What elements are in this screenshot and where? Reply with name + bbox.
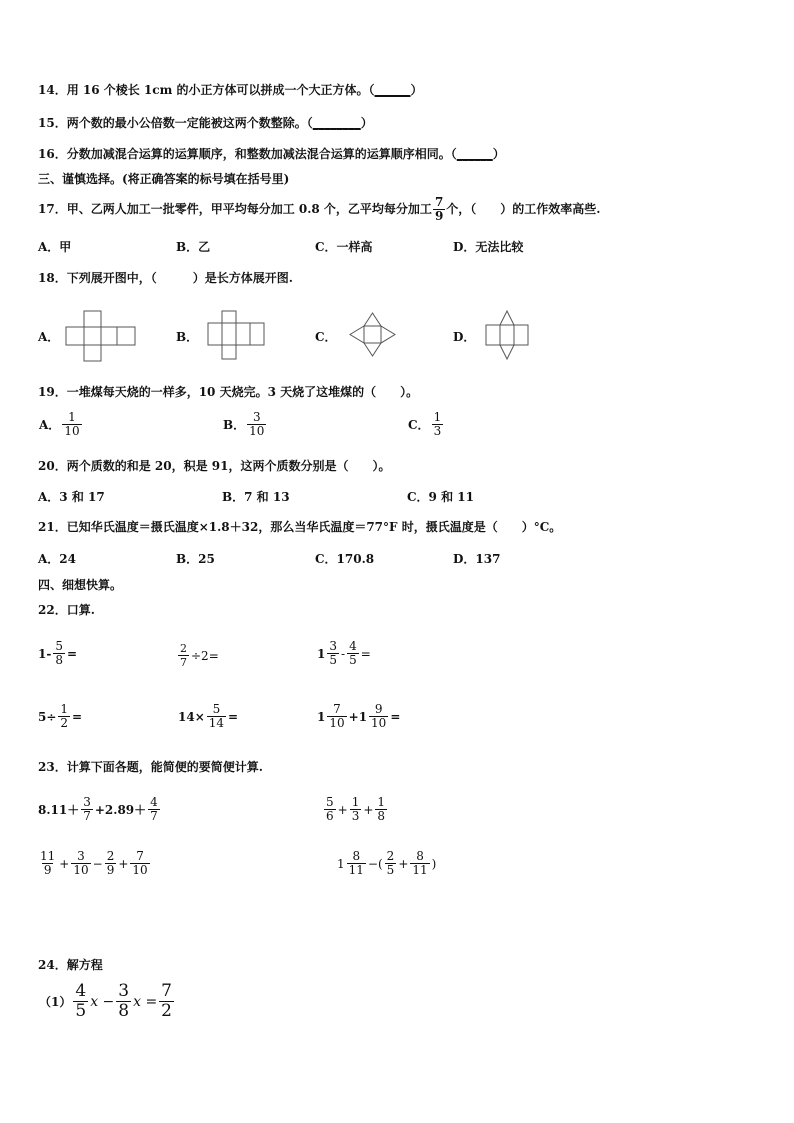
oral-calc-3: 1 $\frac{3}{5}$ - $\frac{4}{5}$ =	[317, 639, 371, 667]
option-c[interactable]: C． $\frac{1}{3}$	[408, 410, 442, 438]
oral-calc-2: $\frac{2}{7}$ ÷2=	[180, 642, 219, 669]
net-figure-a	[66, 311, 136, 361]
option-c[interactable]: C．170.8	[315, 552, 375, 566]
answer-blank[interactable]: ________	[312, 116, 361, 130]
option-b[interactable]: B．7 和 13	[222, 490, 290, 504]
question-21: 21．已知华氏温度＝摄氏温度×1.8＋32，那么当华氏温度＝77°F 时，摄氏温度是（ ）°C。	[38, 520, 562, 534]
option-b[interactable]: B．乙	[176, 240, 211, 254]
option-c[interactable]: C．一样高	[315, 240, 373, 254]
calc-expression-3: $\frac{11}{9}$ + $\frac{3}{10}$ − $\frac{2}{9}$ + $\frac{7}{10}$	[40, 849, 148, 877]
net-figure-d	[486, 311, 532, 359]
question-24: 24．解方程	[38, 958, 103, 972]
option-a[interactable]: A．甲	[38, 240, 72, 254]
option-a[interactable]: A．24	[38, 552, 77, 566]
option-d[interactable]: D．	[453, 330, 476, 344]
option-d[interactable]: D．137	[453, 552, 501, 566]
question-19: 19．一堆煤每天烧的一样多，10 天烧完。3 天烧了这堆煤的（ ）。	[38, 385, 419, 399]
fraction: $\frac{3}{10}$	[249, 410, 265, 438]
option-d[interactable]: D．无法比较	[453, 240, 524, 254]
question-15: 15．两个数的最小公倍数一定能被这两个数整除。（________）	[38, 116, 373, 130]
fraction: $\frac{1}{3}$	[433, 410, 442, 438]
net-figure-b	[208, 311, 268, 359]
question-18: 18．下列展开图中，（ ）是长方体展开图.	[38, 271, 293, 285]
question-16: 16．分数加减混合运算的运算顺序，和整数加减法混合运算的运算顺序相同。（______）	[38, 147, 505, 161]
option-a[interactable]: A．3 和 17	[38, 490, 105, 504]
option-a[interactable]: A． $\frac{1}{10}$	[39, 410, 80, 438]
equation-1: （1） $\frac{4}{5}$ x − $\frac{3}{8}$ x = $\frac{7}{2}$	[39, 981, 172, 1021]
oral-calc-1: 1- $\frac{5}{8}$ =	[38, 639, 78, 667]
question-14: 14．用 16 个棱长 1cm 的小正方体可以拼成一个大正方体。（______）	[38, 83, 423, 97]
net-figure-c	[350, 313, 396, 357]
calc-expression-4: 1 $\frac{8}{11}$ −( $\frac{2}{5}$ + $\frac{8}{11}$ )	[337, 849, 437, 877]
answer-blank[interactable]: ______	[374, 83, 411, 97]
calc-expression-2: $\frac{5}{6}$ + $\frac{1}{3}$ + $\frac{1}{8}$	[326, 795, 386, 823]
section-3-heading: 三、谨慎选择。(将正确答案的标号填在括号里)	[38, 172, 290, 186]
oral-calc-5: 14× $\frac{5}{14}$ =	[178, 702, 239, 730]
section-4-heading: 四、细想快算。	[38, 578, 123, 592]
calc-expression-1: 8.11＋ $\frac{3}{7}$ +2.89＋ $\frac{4}{7}$	[38, 795, 158, 823]
question-22: 22．口算.	[38, 603, 95, 617]
oral-calc-4: 5÷ $\frac{1}{2}$ =	[38, 702, 83, 730]
option-a[interactable]: A．	[38, 330, 60, 344]
fraction: $\frac{1}{10}$	[64, 410, 80, 438]
option-b[interactable]: B．	[176, 330, 199, 344]
option-c[interactable]: C．	[315, 330, 337, 344]
question-17: 17．甲、乙两人加工一批零件，甲平均每分加工 0.8 个，乙平均每分加工 $\frac{7}{9}$ 个，（ ）的工作效率高些.	[38, 194, 601, 223]
option-b[interactable]: B．25	[176, 552, 215, 566]
question-20: 20．两个质数的和是 20，积是 91，这两个质数分别是（ ）。	[38, 459, 391, 473]
oral-calc-6: 1 $\frac{7}{10}$ +1 $\frac{9}{10}$ =	[317, 702, 401, 730]
question-23: 23．计算下面各题，能简便的要简便计算.	[38, 760, 263, 774]
option-b[interactable]: B． $\frac{3}{10}$	[223, 410, 265, 438]
fraction: $\frac{7}{9}$	[434, 194, 444, 223]
answer-blank[interactable]: ______	[456, 147, 493, 161]
option-c[interactable]: C．9 和 11	[407, 490, 474, 504]
